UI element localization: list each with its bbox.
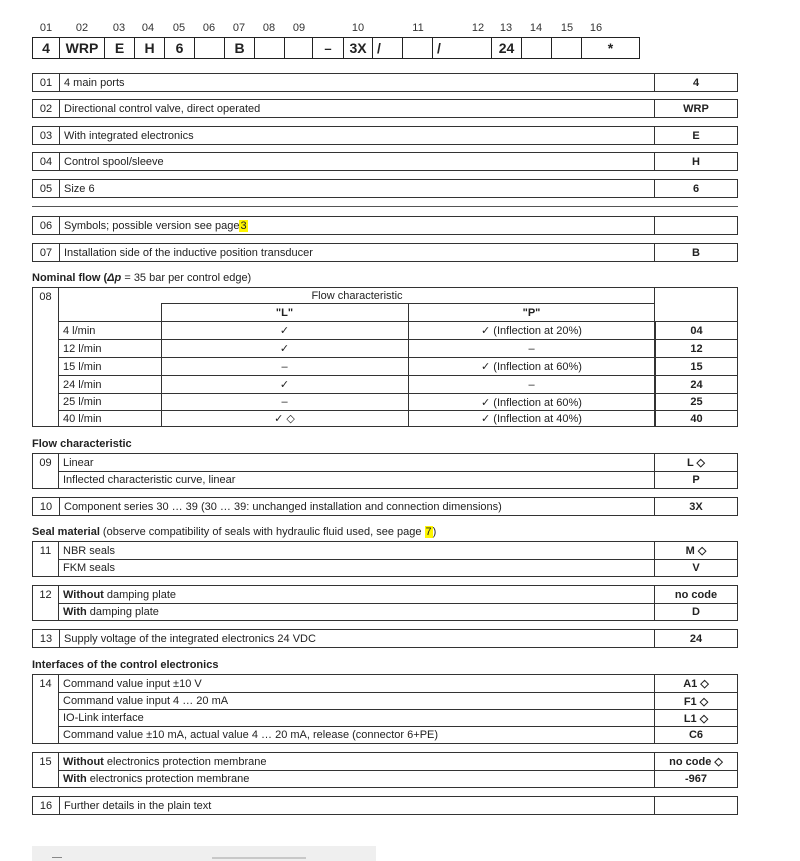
- heading-rest: (observe compatibility of seals with hydraulic fluid used, see page: [99, 526, 425, 538]
- flow-code: 04: [655, 322, 737, 339]
- flow-row: [59, 358, 655, 375]
- p-value: ✓ (Inflection at 60%): [481, 396, 582, 409]
- desc-bold: Without: [63, 755, 104, 768]
- row-code: [654, 217, 737, 234]
- flow-row: [59, 322, 655, 339]
- row-number: 01: [33, 74, 60, 91]
- row-description: Command value ±10 mA, actual value 4 … 20 mA, release (connector 6+PE): [63, 729, 439, 741]
- seal-material-heading: [32, 526, 436, 538]
- code-cell: E: [105, 38, 135, 58]
- row-number: 12: [33, 586, 59, 620]
- col-header-p: "P": [522, 307, 541, 319]
- option-row-16: [32, 796, 738, 815]
- group-line: [59, 586, 737, 603]
- row-code: WRP: [654, 100, 737, 117]
- heading-bold: Nominal flow (: [32, 272, 108, 284]
- row-description: Linear: [63, 456, 94, 469]
- pos-num: 13: [499, 22, 513, 34]
- code-cell: 6: [165, 38, 195, 58]
- nominal-flow-table: [32, 287, 738, 427]
- l-value: ✓: [279, 343, 290, 355]
- desc-text: damping plate: [103, 588, 176, 601]
- row-description: [60, 217, 654, 234]
- row-number: 04: [33, 153, 60, 170]
- row-description: Component series 30 … 39 (30 … 39: unchanged installation and connection dimensions): [64, 500, 502, 513]
- row-description: Supply voltage of the integrated electronics 24 VDC: [64, 632, 316, 645]
- desc-bold: With: [63, 773, 87, 785]
- divider: [32, 206, 738, 207]
- desc-text: electronics protection membrane: [103, 755, 267, 768]
- row-code: A1 ◇: [654, 675, 737, 692]
- row-number: 11: [33, 542, 59, 576]
- group-line: [59, 753, 737, 770]
- code-cell: [255, 38, 285, 58]
- desc-text: electronics protection membrane: [86, 773, 250, 785]
- row-code: no code ◇: [654, 753, 737, 770]
- desc-text: damping plate: [86, 606, 159, 618]
- pos-num: 12: [471, 22, 485, 34]
- flow-code: 25: [655, 394, 737, 410]
- heading-rest: = 35 bar per control edge): [121, 272, 252, 284]
- scrollbar-thumb[interactable]: [212, 857, 306, 859]
- row-number: 03: [33, 127, 60, 144]
- row-code: 4: [654, 74, 737, 91]
- code-cell: 3X: [343, 38, 373, 58]
- row-code: V: [654, 560, 737, 576]
- l-value: –: [281, 396, 288, 408]
- pos-num: 07: [232, 22, 246, 34]
- page-link[interactable]: 3: [240, 219, 247, 232]
- code-cell: WRP: [60, 38, 105, 58]
- option-row-03: [32, 126, 738, 145]
- flow-row: [59, 411, 655, 426]
- group-line: [59, 542, 737, 559]
- code-cell: 24: [492, 38, 522, 58]
- row-description: [59, 589, 654, 601]
- option-row-13: [32, 629, 738, 648]
- row-code: H: [654, 153, 737, 170]
- p-value: ✓ (Inflection at 20%): [481, 325, 582, 337]
- option-row-05: [32, 179, 738, 198]
- flow-value: 40 l/min: [63, 412, 102, 425]
- code-cell: H: [135, 38, 165, 58]
- row-description: IO-Link interface: [63, 712, 144, 724]
- code-cell: [522, 38, 552, 58]
- desc-bold: Without: [63, 588, 104, 601]
- col-header-l: "L": [275, 307, 294, 319]
- row-number: 07: [33, 244, 60, 261]
- row-code: [654, 797, 737, 814]
- flow-value: 4 l/min: [63, 324, 96, 337]
- row-description: Installation side of the inductive position transducer: [64, 246, 313, 259]
- row-code: B: [654, 244, 737, 261]
- pos-num: 04: [141, 22, 155, 34]
- pos-num: 08: [262, 22, 276, 34]
- code-cell: [552, 38, 582, 58]
- flow-row: [59, 340, 655, 357]
- flow-code: 24: [655, 376, 737, 393]
- flow-value: 24 l/min: [63, 378, 102, 391]
- row-number: 02: [33, 100, 60, 117]
- row-code: no code: [654, 586, 737, 603]
- option-row-10: [32, 497, 738, 516]
- interfaces-heading: Interfaces of the control electronics: [32, 659, 219, 671]
- l-value: ✓ ◇: [274, 413, 295, 425]
- l-value: ✓: [279, 325, 290, 337]
- row-code: 3X: [654, 498, 737, 515]
- row-code: D: [654, 604, 737, 620]
- option-row-02: [32, 99, 738, 118]
- code-cell: B: [225, 38, 255, 58]
- pos-num: 11: [412, 22, 424, 34]
- row-description: [59, 773, 654, 785]
- code-cell: [445, 38, 492, 58]
- pos-num: 02: [75, 22, 89, 34]
- p-value: –: [528, 342, 535, 355]
- group-line: [59, 770, 737, 787]
- code-cell: 4: [33, 38, 60, 58]
- row-description: 4 main ports: [64, 76, 125, 89]
- row-number: 10: [33, 498, 60, 515]
- row-code: M ◇: [654, 542, 737, 559]
- row-description: Control spool/sleeve: [64, 155, 164, 168]
- row-number: 05: [33, 180, 60, 197]
- group-line: [59, 692, 737, 709]
- group-line: [59, 675, 737, 692]
- flow-characteristic-heading: Flow characteristic: [32, 438, 132, 450]
- row-code: -967: [654, 771, 737, 787]
- membrane-group: [32, 752, 738, 788]
- row-number: 16: [33, 797, 60, 814]
- row-code: 24: [654, 630, 737, 647]
- row-number: 14: [33, 675, 59, 743]
- pos-num: 01: [39, 22, 53, 34]
- page-link[interactable]: 7: [425, 526, 432, 538]
- row-description: Size 6: [64, 182, 95, 195]
- row-description: FKM seals: [63, 562, 115, 574]
- row-description: [59, 606, 654, 618]
- flow-code: 40: [655, 411, 737, 426]
- pos-num: 14: [529, 22, 543, 34]
- row-number: 08: [33, 288, 59, 426]
- row-description-text: Symbols; possible version see page: [64, 219, 240, 232]
- flow-value: 12 l/min: [63, 342, 102, 355]
- row-description: Inflected characteristic curve, linear: [63, 474, 236, 486]
- delta-p-symbol: Δp: [107, 272, 122, 284]
- ordering-code-bar: [32, 37, 640, 59]
- p-value: ✓ (Inflection at 60%): [481, 361, 582, 373]
- group-line: [59, 603, 737, 620]
- row-number: 13: [33, 630, 60, 647]
- flow-code: 12: [655, 340, 737, 357]
- row-code: L1 ◇: [654, 710, 737, 726]
- code-cell: *: [582, 38, 640, 58]
- pos-num: 09: [292, 22, 306, 34]
- desc-bold: With: [63, 606, 87, 618]
- code-slash: /: [437, 40, 441, 56]
- row-number: 09: [33, 454, 59, 488]
- group-line: [59, 471, 737, 488]
- row-description: Further details in the plain text: [64, 799, 212, 812]
- row-code: L ◇: [654, 454, 737, 471]
- option-row-07: [32, 243, 738, 262]
- group-line: [59, 709, 737, 726]
- row-description: Command value input 4 … 20 mA: [63, 695, 229, 707]
- code-slash: /: [377, 40, 381, 56]
- group-line: [59, 726, 737, 743]
- seal-material-group: [32, 541, 738, 577]
- heading-bold: Seal material: [32, 526, 100, 538]
- flow-col-headers: [161, 305, 655, 321]
- row-number: 06: [33, 217, 60, 234]
- code-cell: [385, 38, 403, 58]
- option-row-06: [32, 216, 738, 235]
- group-line: [59, 454, 737, 471]
- row-description: Directional control valve, direct operated: [64, 102, 261, 115]
- flow-char-label: [59, 288, 655, 304]
- flow-row: [59, 394, 655, 410]
- p-value: ✓ (Inflection at 40%): [481, 413, 582, 425]
- pos-num: 03: [112, 22, 126, 34]
- flow-value: 25 l/min: [63, 396, 102, 408]
- p-value: –: [528, 378, 535, 391]
- row-code: E: [654, 127, 737, 144]
- pos-num: 10: [351, 22, 365, 34]
- flow-code: 15: [655, 358, 737, 375]
- pos-num: 15: [560, 22, 574, 34]
- heading-end: ): [432, 526, 437, 538]
- code-cell: [195, 38, 225, 58]
- row-code: F1 ◇: [654, 693, 737, 709]
- code-dash: –: [324, 40, 332, 56]
- dash-mark: [52, 857, 62, 858]
- flow-characteristic-group: [32, 453, 738, 489]
- row-description: Command value input ±10 V: [63, 677, 202, 690]
- pos-num: 05: [172, 22, 186, 34]
- interfaces-group: [32, 674, 738, 744]
- l-value: ✓: [279, 379, 290, 391]
- code-cell: [403, 38, 433, 58]
- row-code: P: [654, 472, 737, 488]
- damping-plate-group: [32, 585, 738, 621]
- pos-num: 06: [202, 22, 216, 34]
- row-description: NBR seals: [63, 544, 115, 557]
- flow-value: 15 l/min: [63, 360, 102, 373]
- code-position-numbers: [32, 22, 632, 34]
- row-code: 6: [654, 180, 737, 197]
- bottom-scroll-region: [32, 846, 376, 861]
- option-row-04: [32, 152, 738, 171]
- option-row-01: [32, 73, 738, 92]
- pos-num: 16: [589, 22, 603, 34]
- row-number: 15: [33, 753, 59, 787]
- row-description: [59, 756, 654, 768]
- nominal-flow-heading: [32, 272, 251, 284]
- row-description: With integrated electronics: [64, 129, 194, 142]
- l-value: –: [281, 360, 288, 373]
- row-code: C6: [654, 727, 737, 743]
- group-label: Flow characteristic: [311, 290, 403, 302]
- flow-row: [59, 376, 655, 393]
- group-line: [59, 559, 737, 576]
- code-cell: [285, 38, 313, 58]
